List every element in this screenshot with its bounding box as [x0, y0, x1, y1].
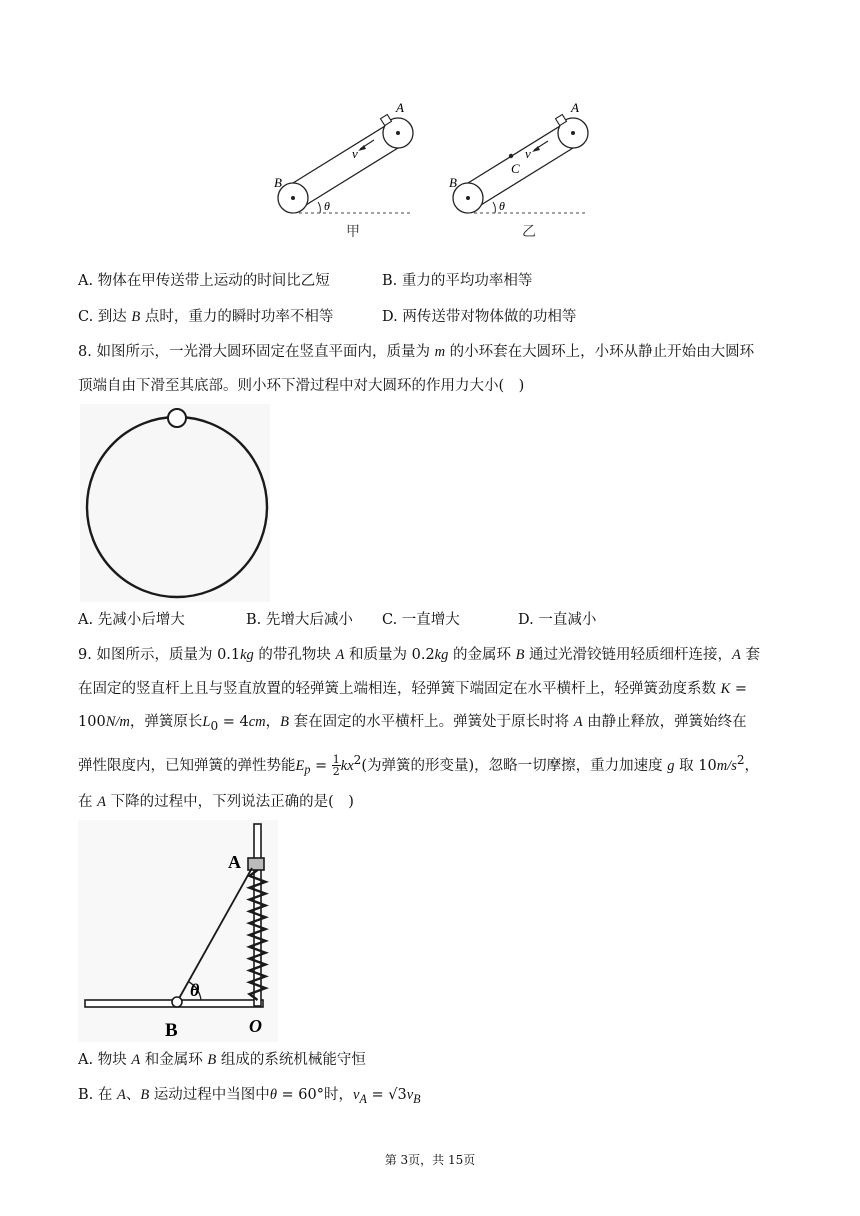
conveyor-yi [449, 100, 588, 240]
q9-option-a: A. 物块 A 和金属环 B 组成的系统机械能守恒 [78, 1052, 366, 1068]
q9-stem-line2: 在固定的竖直杆上且与竖直放置的轻弹簧上端相连，轻弹簧下端固定在水平横杆上，轻弹簧劲度系数 K = [78, 681, 748, 697]
conveyor-jia [274, 100, 413, 240]
label-A: A [571, 100, 579, 115]
q8-option-b: B. 先增大后减小 [246, 612, 353, 628]
label-theta: θ [190, 980, 200, 1000]
label-B: B [449, 175, 457, 190]
label-theta: θ [324, 199, 330, 213]
q8-stem-line2: 顶端自由下滑至其底部。则小环下滑过程中对大圆环的作用力大小( ) [78, 378, 525, 394]
label-A: A [396, 100, 404, 115]
conveyor-belt-figure [260, 96, 600, 246]
ring-figure [80, 404, 270, 602]
q7-option-a: A. 物体在甲传送带上运动的时间比乙短 [78, 273, 330, 289]
q9-stem-line3: 100N/m，弹簧原长$L_0 = 4cm$，B 套在固定的水平横杆上。弹簧处于原长时将 A 由静止释放，弹簧始终在 [78, 714, 747, 733]
q9-stem-line1: 9. 如图所示，质量为 0.1kg 的带孔物块 A 和质量为 0.2kg 的金属环 B 通过光滑铰链用轻质细杆连接，A 套 [78, 647, 761, 663]
caption-jia: 甲 [346, 225, 360, 240]
block-A [248, 858, 264, 870]
label-O: O [249, 1016, 262, 1036]
caption-yi: 乙 [522, 225, 536, 240]
ring-B [172, 997, 182, 1007]
q7-option-c: C. 到达 B 点时，重力的瞬时功率不相等 [78, 309, 334, 325]
q8-option-d: D. 一直减小 [518, 612, 597, 628]
small-ring [168, 409, 186, 427]
q8-option-c: C. 一直增大 [382, 612, 460, 628]
label-B: B [274, 175, 282, 190]
q7-option-d: D. 两传送带对物体做的功相等 [382, 309, 577, 325]
spring-rod-figure [78, 820, 278, 1042]
label-B: B [165, 1020, 178, 1041]
q8-stem-line1: 8. 如图所示，一光滑大圆环固定在竖直平面内，质量为 m 的小环套在大圆环上，小环从静止开始由大圆环 [78, 344, 755, 360]
label-C: C [511, 161, 520, 176]
page-footer: 第 3页，共 15页 [384, 1153, 476, 1167]
label-v: v [352, 146, 358, 161]
label-theta: θ [499, 199, 505, 213]
label-v: v [525, 146, 531, 161]
label-A: A [228, 852, 241, 872]
q8-option-a: A. 先减小后增大 [78, 612, 185, 628]
q7-option-b: B. 重力的平均功率相等 [382, 273, 533, 289]
q9-option-b: B. 在 A、B 运动过程中当图中θ = 60°时，$v_A = √3v_B$ [78, 1087, 421, 1106]
q9-stem-line4: 弹性限度内，已知弹簧的弹性势能$E_p$ = $\frac{1}{2}$ $kx^2$(为弹簧的形变量)，忽略一切摩擦，重力加速度 g 取 $10m/s^2$， [78, 753, 760, 779]
q9-stem-line5: 在 A 下降的过程中，下列说法正确的是( ) [78, 794, 354, 810]
